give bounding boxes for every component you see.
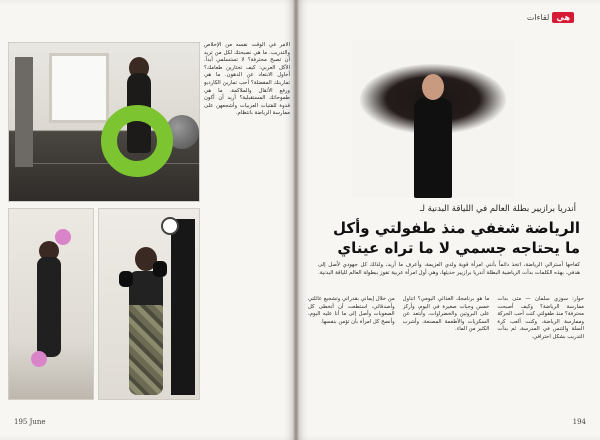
column-text: ما هو برنامجك الغذائي اليومي؟ أتناول خمس وجبات صغيرة في اليوم، وأركز على البروتين والخضراوات، وأبتعد عن السكريات والأطعمة المصنعة، وأشرب الكثير من الماء. — [402, 296, 490, 333]
left-column-text: الأمر في الوقت نفسه من الإخلاص والتدريب. ما هي نصيحتك لكل من تريد أن تصبح محترفة؟ لا تستسلمي أبداً. الأكل العربي: كيف تختارين طعامك؟ أحاول الابتعاد عن الدهون. ما هي تمارينك المفضلة؟ أحب تمارين الكارديو ورفع الأثقال والملاكمة. ما هي طموحاتك المستقبلية؟ أريد أن أكون قدوة للفتيات العربيات وأشجعهن على ممارسة الرياضة بانتظام. — [204, 42, 290, 117]
boxing-photo — [98, 208, 200, 400]
gym-tube-photo — [8, 42, 200, 202]
section-header — [527, 12, 574, 23]
article-subtitle: أندريا برازيير بطلة العالم في اللياقة البدنية لـ — [419, 204, 576, 214]
spine-gutter — [293, 0, 299, 440]
left-page — [0, 0, 296, 440]
article-column-3 — [308, 296, 395, 414]
hero-portrait — [352, 40, 514, 198]
page-number-left: 195 June — [14, 418, 46, 426]
column-text: من خلال إيماني بقدراتي وتشجيع عائلتي وأصدقائي، استطعت أن أتخطى كل الصعوبات وأصل إلى ما أنا عليه اليوم، وأنصح كل امرأة بأن تؤمن بنفسها. — [307, 296, 395, 325]
page-number-right: 194 — [572, 418, 586, 426]
section-label: لقاءات — [526, 13, 550, 22]
article-column-1 — [497, 296, 584, 414]
brand-badge: هي — [552, 12, 574, 23]
kettlebell-photo — [8, 208, 94, 400]
article-headline: الرياضة شغفي منذ طفولتي وأكل ما يحتاجه جسمي لا ما تراه عيناي — [333, 219, 580, 257]
article-column-2 — [403, 296, 490, 414]
article-columns — [308, 296, 584, 414]
article-intro: كفاحها أسترالي الرياضة، اتخذ دائماً بأنني امرأة قوية ولدي العزيمة، وأعرف ما أريد، ولذلك كل جهودي لأصل إلى هدفي. بهذه الكلمات بدأت الرياضية البطلة أندريا برازيير حديثها، وهي أول امرأة عربية تفوز ببطولة العالم للياقة البدنية. — [318, 262, 580, 276]
left-text-column — [204, 42, 290, 400]
column-text: حوار: سوزي سلمان — متى بدأت ممارسة الرياضة؟ وكيف أصبحت محترفة؟ منذ طفولتي كنت أحب الحركة وممارسة الرياضة، وكنت ألعب كرة السلة والتنس في المدرسة، ثم بدأت التدريب بشكل احترافي. — [497, 296, 584, 340]
